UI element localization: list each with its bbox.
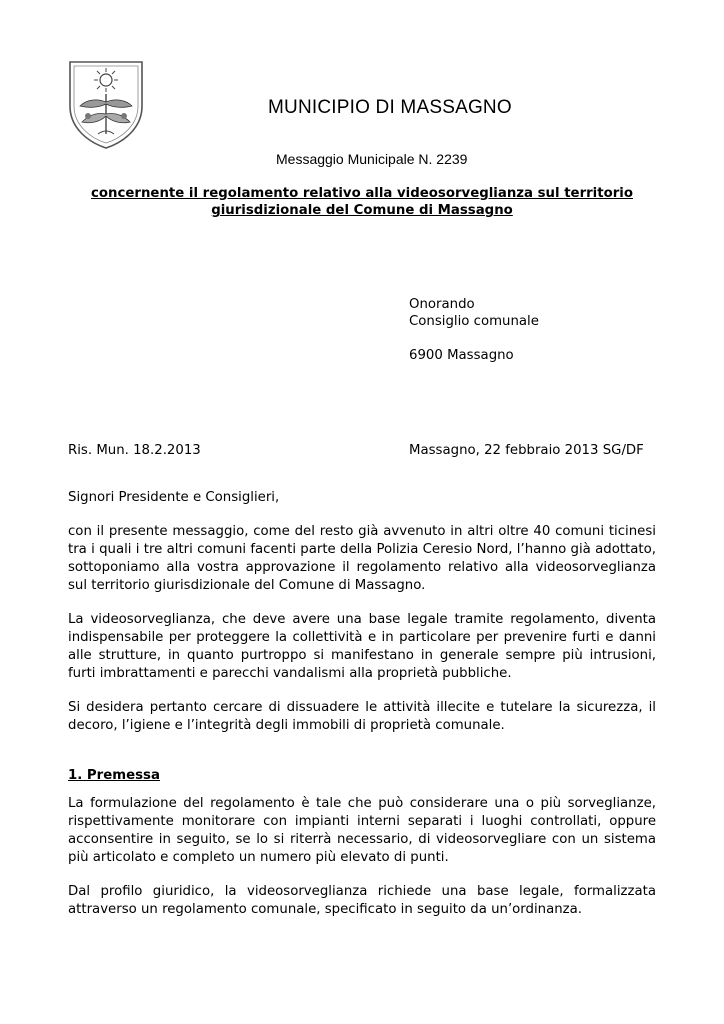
recipient-address (409, 296, 539, 364)
coat-of-arms-icon (66, 58, 146, 150)
section-heading: 1. Premessa (68, 768, 160, 783)
body-paragraph: Si desidera pertanto cercare di dissuadere le attività illecite e tutelare la sicurezza, il decoro, l’igiene e l’integrità degli immobili di proprietà comunale. (68, 700, 656, 733)
letter-body (68, 489, 656, 935)
body-paragraph: La formulazione del regolamento è tale che può considerare una o più sorveglianze, rispettivamente monitorare con impianti interni separati i luoghi controllati, oppure acconsentire in seguito, se lo si riterrà necessario, di videosorvegliare con un sistema più articolato e completo un numero più elevato di punti. (68, 796, 656, 865)
municipality-title: MUNICIPIO DI MASSAGNO (268, 97, 512, 118)
message-number: Messaggio Municipale N. 2239 (276, 151, 468, 167)
body-paragraph: La videosorveglianza, che deve avere una base legale tramite regolamento, diventa indispensabile per proteggere la collettività e in particolare per prevenire furti e danni alle strutture, in quanto purtroppo si manifestano in generale sempre più intrusioni, furti imbrattamenti e parecchi vandalismi alla proprietà pubbliche. (68, 612, 656, 681)
recipient-line: 6900 Massagno (409, 348, 514, 363)
salutation: Signori Presidente e Consiglieri, (68, 490, 280, 505)
body-paragraph: Dal profilo giuridico, la videosorveglianza richiede una base legale, formalizzata attraverso un regolamento comunale, specificato in seguito da un’ordinanza. (68, 884, 656, 917)
place-date: Massagno, 22 febbraio 2013 SG/DF (409, 443, 644, 458)
subject-heading (66, 185, 658, 219)
recipient-line: Consiglio comunale (409, 314, 539, 329)
subject-line: giurisdizionale del Comune di Massagno (211, 203, 513, 218)
body-paragraph: con il presente messaggio, come del resto già avvenuto in altri oltre 40 comuni ticinesi tra i quali i tre altri comuni facenti parte della Polizia Ceresio Nord, l’hanno già adottato, sottoponiamo alla vostra approvazione il regolamento relativo alla videosorveglianza sul territorio giurisdizionale del Comune di Massagno. (68, 524, 656, 593)
resolution-reference: Ris. Mun. 18.2.2013 (68, 443, 201, 458)
subject-line: concernente il regolamento relativo alla videosorveglianza sul territorio (91, 186, 633, 201)
recipient-line: Onorando (409, 297, 475, 312)
